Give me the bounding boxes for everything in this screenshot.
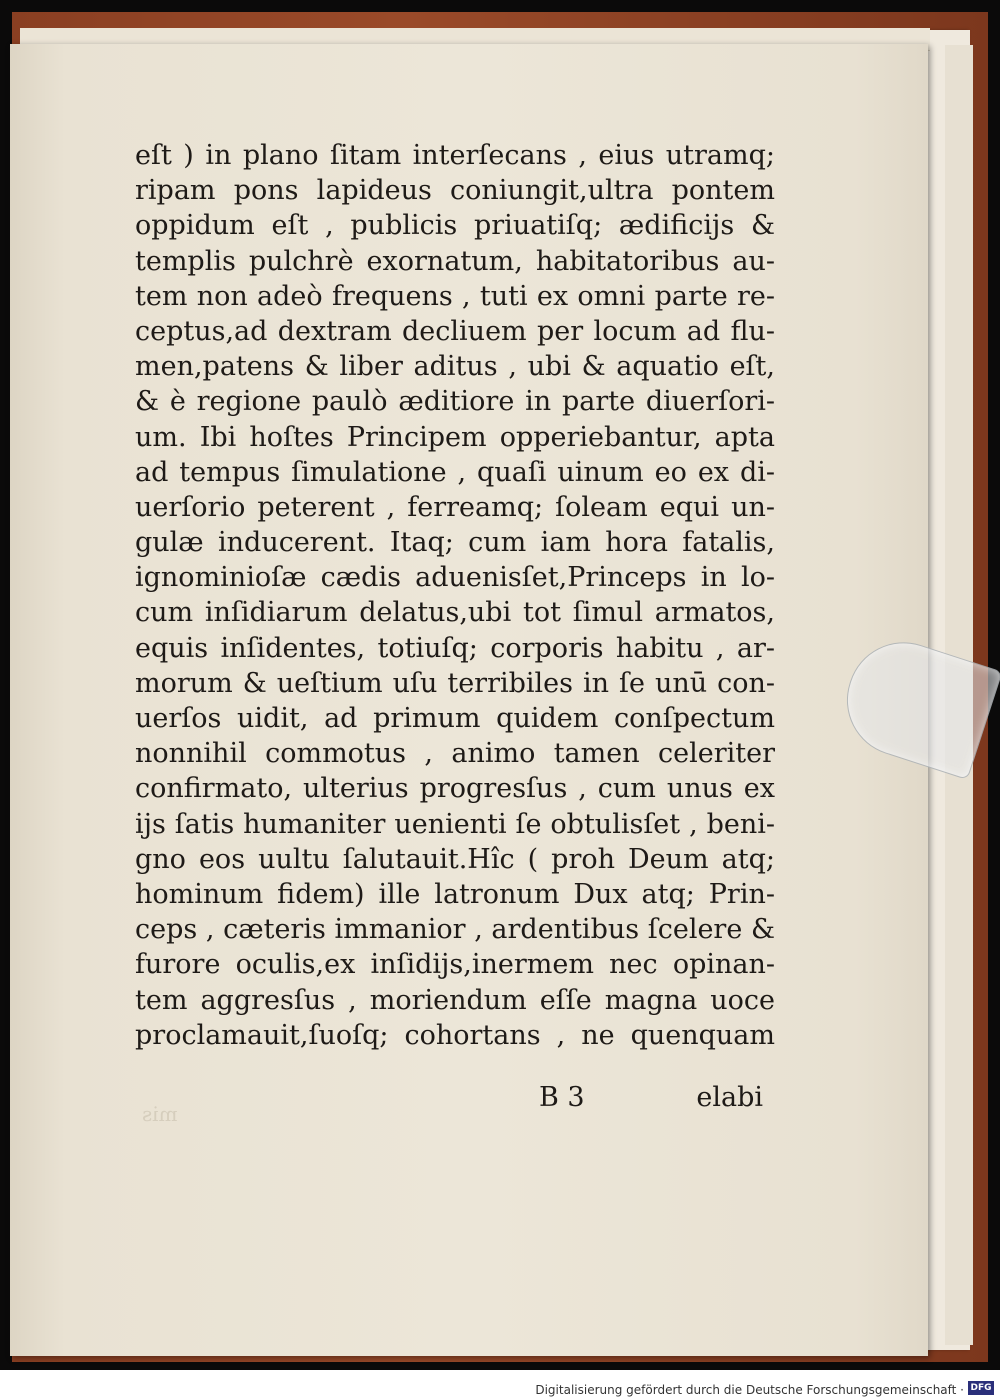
text-line: proclamauit,ſuoſq; cohortans , ne quenquam — [135, 1019, 775, 1051]
text-line: men,patens & liber aditus , ubi & aquatio eſt, — [135, 351, 775, 383]
text-line: & è regione paulò æditiore in parte diuerſori- — [135, 386, 775, 418]
text-line: templis pulchrè exornatum, habitatoribus au- — [135, 245, 775, 277]
text-line: ad tempus ſimulatione , quaſi uinum eo ex di- — [135, 456, 775, 488]
text-line: equis inſidentes, totiuſq; corporis habitu , ar- — [135, 632, 775, 664]
text-line: uerſos uidit, ad primum quidem conſpectum — [135, 703, 775, 734]
text-line: ceptus,ad dextram decliuem per locum ad flu- — [135, 315, 775, 347]
page-text — [135, 138, 775, 1053]
show-through-text: mis — [142, 1102, 178, 1126]
text-line: tem aggresſus , moriendum eſſe magna uoce — [135, 984, 775, 1016]
text-line: tem non adeò frequens , tuti ex omni parte re- — [135, 280, 775, 312]
text-line: furore oculis,ex inſidijs,inermem nec opinan- — [135, 949, 775, 981]
text-line: ripam pons lapideus coniungit,ultra pontem — [135, 175, 775, 207]
catchword: elabi — [696, 1082, 763, 1113]
text-line: ceps , cæteris immanior , ardentibus ſcelere & — [135, 914, 775, 946]
text-line: confirmato, ulterius progresſus , cum unus ex — [135, 773, 775, 805]
text-line: uerſorio peterent , ferreamq; ſoleam equi un- — [135, 491, 775, 523]
text-line: ijs ſatis humaniter uenienti ſe obtulisſet , beni- — [135, 808, 775, 840]
text-line: cum inſidiarum delatus,ubi tot ſimul armatos, — [135, 597, 775, 629]
text-line: um. Ibi hoſtes Principem opperiebantur, apta — [135, 421, 775, 453]
text-line: gulæ inducerent. Itaq; cum iam hora fatalis, — [135, 527, 775, 559]
text-line: ignominioſæ cædis aduenisſet,Princeps in lo- — [135, 562, 775, 594]
text-line: hominum fidem) ille latronum Dux atq; Prin- — [135, 878, 775, 910]
signature-mark: B 3 — [539, 1082, 585, 1113]
text-line: eſt ) in plano ſitam interſecans , eius utramq; — [135, 140, 775, 171]
text-line: oppidum eſt , publicis priuatiſq; ædificijs & — [135, 210, 775, 242]
page-footer — [135, 1082, 763, 1118]
text-line: gno eos uultu ſalutauit.Hîc ( proh Deum atq; — [135, 843, 775, 875]
dfg-logo-icon: DFG — [968, 1381, 994, 1395]
funding-credit: Digitalisierung gefördert durch die Deutsche Forschungsgemeinschaft · — [535, 1383, 964, 1397]
text-line: nonnihil commotus , animo tamen celeriter — [135, 738, 775, 770]
text-line: morum & ueſtium uſu terribiles in ſe unū con- — [135, 667, 775, 699]
